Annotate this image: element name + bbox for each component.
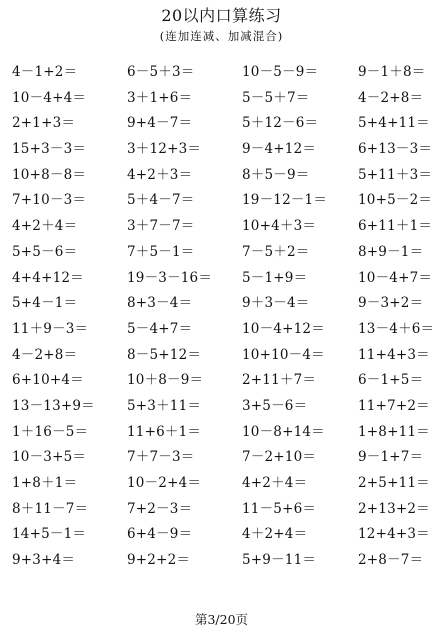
arithmetic-problem: 9－4+12＝ [242,141,317,158]
arithmetic-problem: 10－3+5＝ [12,449,87,466]
arithmetic-problem: 10+10－4＝ [242,346,325,363]
arithmetic-problem: 3＋12+3＝ [127,141,202,158]
arithmetic-problem: 3＋1+6＝ [127,89,193,106]
arithmetic-problem: 11－5+6＝ [242,500,317,517]
arithmetic-problem: 5+9－11＝ [242,552,317,569]
arithmetic-problem: 3+5－6＝ [242,397,308,414]
arithmetic-problem: 1+8+11＝ [358,423,430,440]
arithmetic-problem: 4+2＋4＝ [12,218,78,235]
arithmetic-problem: 5+3＋11＝ [127,397,202,414]
arithmetic-problem: 5+5－6＝ [12,243,78,260]
arithmetic-problem: 7＋7－3＝ [127,449,195,466]
arithmetic-problem: 5+11＋3＝ [358,166,433,183]
arithmetic-problem: 19－3－16＝ [127,269,213,286]
arithmetic-problem: 10+4＋3＝ [242,218,317,235]
arithmetic-problem: 6+4－9＝ [127,526,193,543]
arithmetic-problem: 13－13+9＝ [12,397,95,414]
page-number: 第3/20页 [194,612,249,627]
arithmetic-problem: 10＋8－9＝ [127,372,204,389]
arithmetic-problem: 10－4+12＝ [242,320,325,337]
arithmetic-problem: 5－5＋7＝ [242,89,310,106]
arithmetic-problem: 8＋5－9＝ [242,166,310,183]
arithmetic-problem: 19－12－1＝ [242,192,328,209]
arithmetic-problem: 6－5＋3＝ [127,64,195,80]
arithmetic-problem: 2+1+3＝ [12,115,76,132]
arithmetic-problem: 10－8+14＝ [242,423,325,440]
arithmetic-problem: 4－2+8＝ [358,89,424,106]
arithmetic-problem: 11+7+2＝ [358,397,430,414]
arithmetic-problem: 7+2－3＝ [127,500,193,517]
page-title: 20以内口算练习 [161,6,282,25]
arithmetic-problem: 1+8＋1＝ [12,475,78,491]
arithmetic-problem: 6－1+5＝ [358,372,424,389]
arithmetic-problem: 6+13－3＝ [358,141,433,158]
arithmetic-problem: 9+3+4＝ [12,552,76,569]
arithmetic-problem: 10－5－9＝ [242,64,319,80]
arithmetic-problem: 4－1+2＝ [12,64,78,80]
arithmetic-problem: 9－3+2＝ [358,295,424,312]
arithmetic-problem: 3＋7－7＝ [127,218,195,235]
arithmetic-problem: 12+4+3＝ [358,526,430,543]
arithmetic-problem: 10+8－8＝ [12,166,87,183]
arithmetic-problem: 4－2+8＝ [12,346,78,363]
arithmetic-problem: 15+3－3＝ [12,141,87,158]
arithmetic-problem: 9－1＋8＝ [358,64,426,80]
arithmetic-problem: 10+5－2＝ [358,192,433,209]
arithmetic-problem: 8+3－4＝ [127,295,193,312]
arithmetic-problem: 9－1+7＝ [358,449,424,466]
arithmetic-problem: 5－4+7＝ [127,320,193,337]
arithmetic-problem: 9+2+2＝ [127,552,191,569]
arithmetic-problem: 11+4+3＝ [358,346,430,363]
arithmetic-problem: 10－4+4＝ [12,89,87,106]
arithmetic-problem: 10－2+4＝ [127,475,202,491]
arithmetic-problem: 11＋9－3＝ [12,320,89,337]
arithmetic-problem: 2+11＋7＝ [242,372,317,389]
arithmetic-problem: 4+4+12＝ [12,269,84,286]
problem-grid [12,60,443,574]
arithmetic-problem: 7＋5－1＝ [127,243,195,260]
arithmetic-problem: 13－4＋6＝ [358,320,435,337]
arithmetic-problem: 6+10+4＝ [12,372,84,389]
arithmetic-problem: 4+2＋3＝ [127,166,193,183]
arithmetic-problem: 9+4－7＝ [127,115,193,132]
arithmetic-problem: 9＋3－4＝ [242,295,310,312]
arithmetic-problem: 8－5+12＝ [127,346,202,363]
arithmetic-problem: 1＋16－5＝ [12,423,89,440]
arithmetic-problem: 5－1+9＝ [242,269,308,286]
arithmetic-problem: 7－5＋2＝ [242,243,310,260]
arithmetic-problem: 5＋4－7＝ [127,192,195,209]
arithmetic-problem: 4+2＋4＝ [242,475,308,491]
arithmetic-problem: 14+5－1＝ [12,526,87,543]
arithmetic-problem: 2+5+11＝ [358,475,430,491]
arithmetic-problem: 6+11＋1＝ [358,218,433,235]
arithmetic-problem: 4＋2+4＝ [242,526,308,543]
arithmetic-problem: 11+6＋1＝ [127,423,202,440]
arithmetic-problem: 5＋12－6＝ [242,115,319,132]
arithmetic-problem: 8＋11－7＝ [12,500,89,517]
arithmetic-problem: 7－2+10＝ [242,449,317,466]
arithmetic-problem: 8+9－1＝ [358,243,424,260]
arithmetic-problem: 2+13+2＝ [358,500,430,517]
page-subtitle: (连加连减、加减混合) [159,29,284,43]
arithmetic-problem: 2+8－7＝ [358,552,424,569]
arithmetic-problem: 10－4+7＝ [358,269,433,286]
arithmetic-problem: 5+4－1＝ [12,295,78,312]
arithmetic-problem: 5+4+11＝ [358,115,430,132]
arithmetic-problem: 7+10－3＝ [12,192,87,209]
